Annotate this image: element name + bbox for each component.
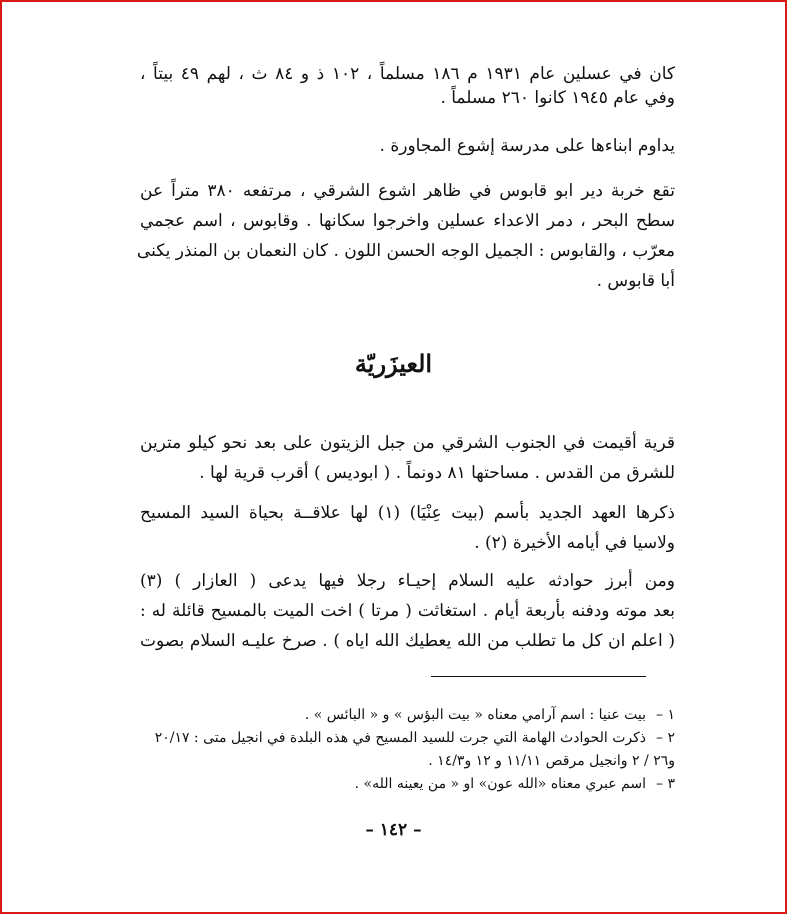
footnote-2-continued <box>230 750 675 773</box>
text-line: تقع خربة دير ابو قابوس في ظاهر اشوع الشرقي ، مرتفعه ٣٨٠ متراً عن <box>140 181 675 201</box>
page-number: – ١٤٢ – <box>365 820 422 840</box>
text-line: سطح البحر ، دمر الاعداء عسلين واخرجوا سكانها . وقابوس ، اسم عجمي <box>140 211 675 231</box>
school-line <box>140 134 675 158</box>
text-line: بعد موته ودفنه بأربعة أيام . استغاثت ( مرتا ) اخت الميت بالمسيح قائلة له : <box>140 601 675 621</box>
footnote-text: ذكرت الحوادث الهامة التي جرت للسيد المسيح في هذه البلدة في انجيل متى : ٢٠/١٧ <box>154 730 647 746</box>
footnote-3 <box>230 773 675 796</box>
footnotes <box>154 704 675 796</box>
footnote-number: ٣ – <box>656 776 675 792</box>
text-line: ذكرها العهد الجديد بأسم (بيت عِنْيَا) (١) لها علاقــة بحياة السيد المسيح <box>140 503 675 523</box>
deir-abu-qabus-paragraph <box>136 176 675 296</box>
top-paragraph <box>140 62 675 110</box>
text-line: للشرق من القدس . مساحتها ٨١ دونماً . ( ابوديس ) أقرب قرية لها . <box>199 463 675 483</box>
text-line: ولاسيا في أيامه الأخيرة (٢) . <box>474 533 675 553</box>
text-line: كان في عسلين عام ١٩٣١ م ١٨٦ مسلماً ، ١٠٢ ذ و ٨٤ ث ، لهم ٤٩ بيتاً ، <box>140 64 675 84</box>
eizariya-paragraph-3 <box>140 566 675 656</box>
footnote-separator <box>431 676 646 677</box>
footnote-number: ١ – <box>656 707 675 723</box>
text-line: ( اعلم ان كل ما تطلب من الله يعطيك الله اياه ) . صرخ عليـه السلام بصوت <box>140 631 675 651</box>
eizariya-paragraph-2 <box>140 498 675 558</box>
text-line: أبا قابوس . <box>596 271 675 291</box>
text-line: معرّب ، والقابوس : الجميل الوجه الحسن اللون . كان النعمان بن المنذر يكنى <box>136 241 675 261</box>
footnote-text: و٢٦ / ٢ وانجيل مرقص ١١/١١ و ١٢ و١٤/٣ . <box>428 753 675 769</box>
text-line: ومن أبرز حوادثه عليه السلام إحيـاء رجلا فيها يدعى ( العازار ) (٣) <box>140 571 675 591</box>
footnote-text: بيت عنيا : اسم آرامي معناه « بيت البؤس » و « البائس » . <box>304 707 647 723</box>
eizariya-paragraph-1 <box>140 428 675 488</box>
text-line: قرية أقيمت في الجنوب الشرقي من جبل الزيتون على بعد نحو كيلو مترين <box>140 433 675 453</box>
footnote-text: اسم عبري معناه «الله عون» او « من يعينه الله» . <box>354 776 647 792</box>
footnote-number: ٢ – <box>656 730 675 746</box>
footnote-2 <box>154 727 675 750</box>
section-heading: العيزَريّة <box>354 349 433 378</box>
footnote-1 <box>230 704 675 727</box>
text-line: وفي عام ١٩٤٥ كانوا ٢٦٠ مسلماً . <box>440 88 675 108</box>
text-line: يداوم ابناءها على مدرسة إشوع المجاورة . <box>379 136 675 156</box>
